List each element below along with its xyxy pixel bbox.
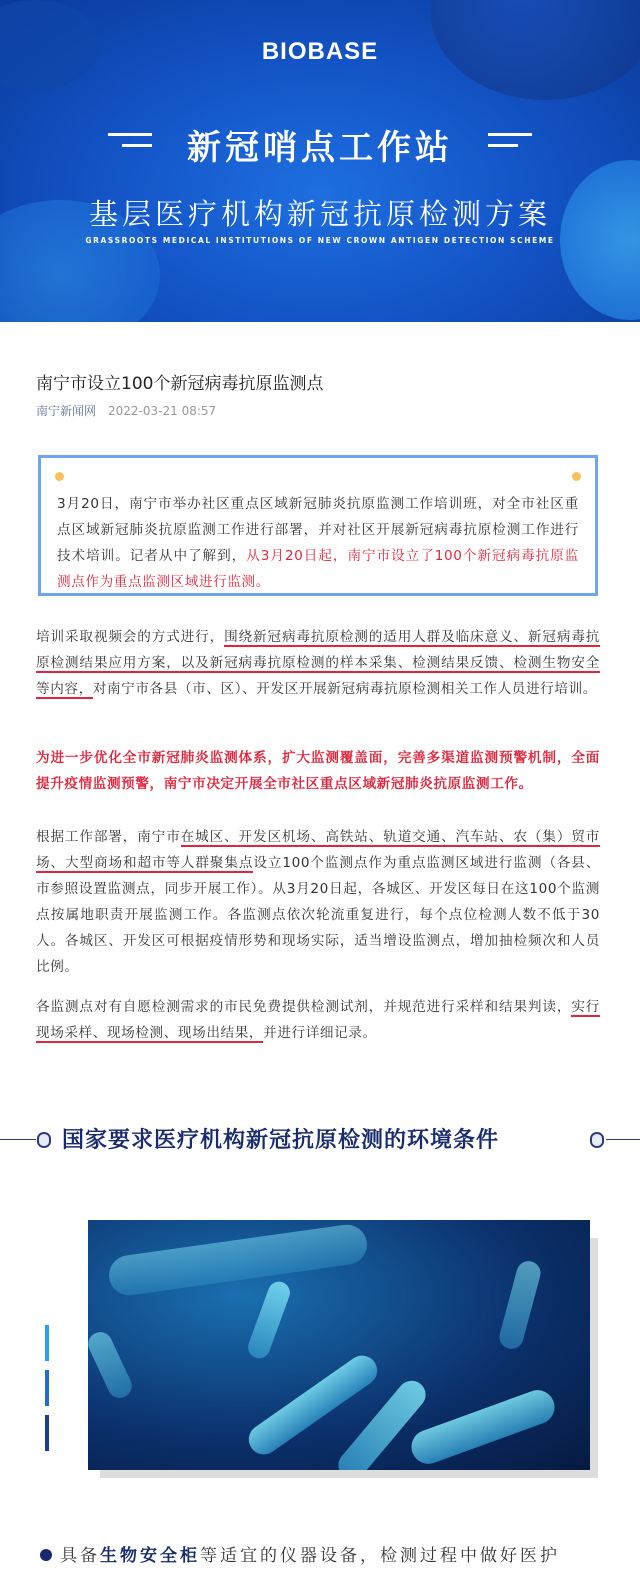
hero-subtitle-en: GRASSROOTS MEDICAL INSTITUTIONS OF NEW CROWN ANTIGEN DETECTION SCHEME xyxy=(85,236,555,245)
divider xyxy=(606,1139,640,1140)
bold-text: 生物安全柜 xyxy=(100,1546,200,1566)
text: 培训采取视频会的方式进行， xyxy=(36,629,225,645)
ornament-icon xyxy=(37,1132,51,1148)
hero-banner xyxy=(0,0,640,322)
summary-box xyxy=(38,455,598,596)
hero-subtitle: 基层医疗机构新冠抗原检测方案 xyxy=(88,197,551,231)
article-meta xyxy=(36,402,216,419)
text: 并进行详细记录。 xyxy=(263,1025,377,1041)
accent-bar xyxy=(45,1415,49,1451)
paragraph-1 xyxy=(36,624,600,702)
text: 对南宁市各县（市、区）、开发区开展新冠病毒抗原检测相关工作人员进行培训。 xyxy=(92,681,597,697)
article-title: 南宁市设立100个新冠病毒抗原监测点 xyxy=(36,374,324,394)
dot-decoration xyxy=(572,472,581,481)
underlined-text: 实行现场采样、现场检测、现场出结果， xyxy=(36,999,600,1041)
hero-title: 新冠哨点工作站 xyxy=(187,128,453,168)
accent-bar xyxy=(45,1370,49,1406)
text: 设立100个监测点 xyxy=(253,855,369,871)
article-datetime: 2022-03-21 08:57 xyxy=(108,404,217,418)
title-dash-right xyxy=(488,133,532,155)
text: 各监测点对有自愿检测需求的市民免费提供检测试剂，并规范进行采样和结果判读， xyxy=(36,999,572,1015)
bullet-icon xyxy=(40,1549,52,1561)
bacteria-image xyxy=(88,1220,590,1470)
summary-highlight: 从3月20日起，南宁市设立了100个新冠病毒抗原监测点作为重点监测区域进行监测。 xyxy=(57,548,579,590)
summary-text xyxy=(57,491,579,595)
article-source[interactable]: 南宁新闻网 xyxy=(36,404,97,418)
brand-logo: BIOBASE xyxy=(261,38,379,65)
bullet-item xyxy=(40,1541,560,1566)
text: 根据工作部署，南宁市 xyxy=(36,829,181,845)
dot-decoration xyxy=(55,472,64,481)
text: 具备 xyxy=(60,1546,100,1566)
paragraph-2 xyxy=(36,745,600,797)
underlined-text: 围绕新冠病毒抗原检测的适用人群及临床意义、新冠病毒抗原检测结果应用方案，以及新冠病毒抗原检测的样本采集、检测结果反馈、检测生物安全等内容， xyxy=(36,629,600,697)
text: 作为重点监测区域进行监测（各县、市参照设置监测点，同步开展工作）。从3月20日起，各城区、开发区每日在这100个监测点按属地职责开展监测工作。各监测点依次轮流重复进行，每个点位检测人数不低于30人。各城区、开发区可根据疫情形势和现场实际，适当增设监测点，增加抽检频次和人员比例。 xyxy=(36,855,600,975)
section-title: 国家要求医疗机构新冠抗原检测的环境条件 xyxy=(62,1128,500,1153)
paragraph-4 xyxy=(36,994,600,1046)
accent-bar xyxy=(45,1325,49,1361)
text: 等适宜的仪器设备，检测过程中做好医护 xyxy=(200,1546,560,1566)
summary-normal: 3月20日，南宁市举办社区重点区域新冠肺炎抗原监测工作培训班，对全市社区重点区域新冠肺炎抗原监测工作进行部署，并对社区开展新冠病毒抗原检测工作进行技术培训。记者从中了解到， xyxy=(57,496,579,564)
underlined-text: 在城区、开发区机场、高铁站、轨道交通、汽车站、农（集）贸市场、大型商场和超市等人群聚集点 xyxy=(36,829,600,871)
paragraph-3 xyxy=(36,824,600,980)
highlight-paragraph: 为进一步优化全市新冠肺炎监测体系，扩大监测覆盖面，完善多渠道监测预警机制，全面提升疫情监测预警，南宁市决定开展全市社区重点区域新冠肺炎抗原监测工作。 xyxy=(36,750,600,792)
ornament-icon xyxy=(590,1132,604,1148)
section-heading xyxy=(0,1123,640,1157)
divider xyxy=(0,1139,36,1140)
